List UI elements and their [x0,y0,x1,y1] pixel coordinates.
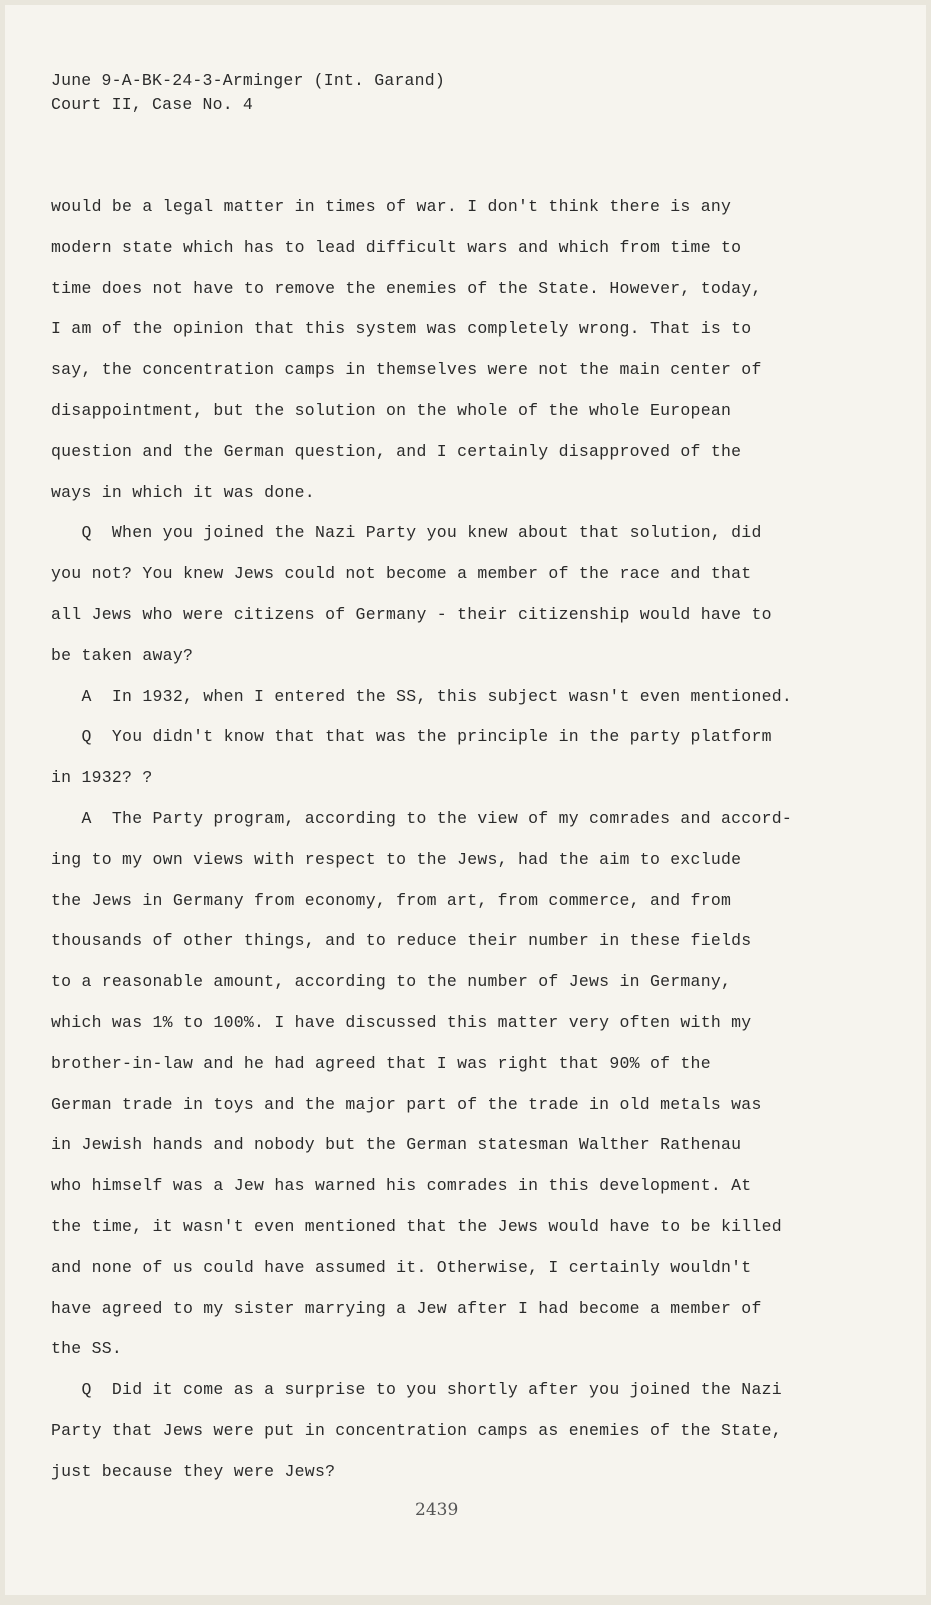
text-line: in Jewish hands and nobody but the German statesman Walther Rathenau [51,1135,742,1155]
text-line: in 1932? ? [51,768,153,788]
text-line: the SS. [51,1339,123,1359]
text-line: ing to my own views with respect to the Jews, had the aim to exclude [51,849,742,869]
text-line: you not? You knew Jews could not become a member of the race and that [51,564,752,584]
text-line: Q When you joined the Nazi Party you knew about that solution, did [51,523,762,543]
text-line: I am of the opinion that this system was completely wrong. That is to [51,319,752,339]
header-line-1: June 9-A-BK-24-3-Arminger (Int. Garand) [51,71,445,90]
text-line: have agreed to my sister marrying a Jew after I had become a member of [51,1298,762,1318]
text-line: modern state which has to lead difficult wars and which from time to [51,237,742,257]
text-line: to a reasonable amount, according to the number of Jews in Germany, [51,972,732,992]
text-line: A The Party program, according to the view of my comrades and accord- [51,808,793,828]
text-line: who himself was a Jew has warned his comrades in this development. At [51,1176,752,1196]
text-line: the Jews in Germany from economy, from art, from commerce, and from [51,890,732,910]
text-line: Q Did it come as a surprise to you shortly after you joined the Nazi [51,1380,782,1400]
text-line: Party that Jews were put in concentration camps as enemies of the State, [51,1420,782,1440]
text-line: German trade in toys and the major part of the trade in old metals was [51,1094,762,1114]
text-line: ways in which it was done. [51,482,315,502]
text-line: A In 1932, when I entered the SS, this subject wasn't even mentioned. [51,686,793,706]
text-line: would be a legal matter in times of war. I don't think there is any [51,197,732,216]
text-line: disappointment, but the solution on the whole of the whole European [51,400,732,420]
document-header [51,69,445,117]
text-line: thousands of other things, and to reduce their number in these fields [51,931,752,951]
text-line: question and the German question, and I certainly disapproved of the [51,441,742,461]
text-line: brother-in-law and he had agreed that I was right that 90% of the [51,1053,711,1073]
text-line: time does not have to remove the enemies of the State. However, today, [51,278,762,298]
text-line: say, the concentration camps in themselves were not the main center of [51,360,762,380]
text-line: which was 1% to 100%. I have discussed this matter very often with my [51,1012,752,1032]
text-line: just because they were Jews? [51,1461,336,1481]
transcript-body [51,187,841,1493]
text-line: the time, it wasn't even mentioned that the Jews would have to be killed [51,1216,782,1236]
document-page [5,5,926,1595]
header-line-2: Court II, Case No. 4 [51,95,254,114]
page-number: 2439 [415,1500,459,1520]
text-line: and none of us could have assumed it. Otherwise, I certainly wouldn't [51,1257,752,1277]
text-line: Q You didn't know that that was the principle in the party platform [51,727,772,747]
text-line: be taken away? [51,645,194,665]
text-line: all Jews who were citizens of Germany - their citizenship would have to [51,604,772,624]
